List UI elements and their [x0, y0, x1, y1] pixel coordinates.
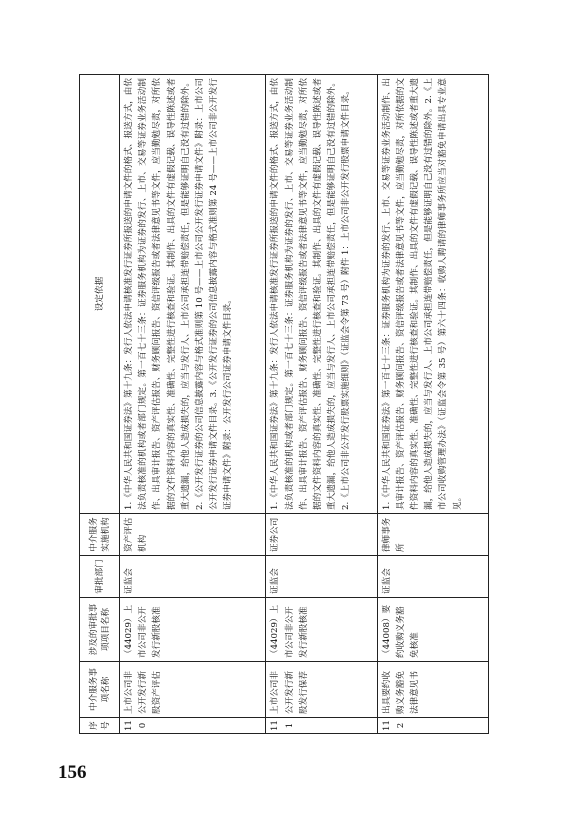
row-number: 111	[266, 718, 377, 734]
approval-item: （44029）上市公司非公开发行新股核准	[266, 598, 377, 662]
agency: 律师事务所	[377, 514, 488, 556]
service-name: 上市公司非公开发行新股资产评估	[120, 662, 266, 718]
approval-item: （44008）要约收购义务豁免核准	[377, 598, 488, 662]
legal-basis: 1.《中华人民共和国证券法》第一百七十三条：证券服务机构为证券的发行、上市、交易等证券业务活动制作、出具审计报告、资产评估报告、财务顾问报告、资信评级报告或者法律意见书等文件，应当勤勉尽责，对所依据的文件资料内容的真实性、准确性、完整性进行核查和验证。其制作、出具的文件有虚假记载、误导性陈述或者重大遗漏，给他人造成损失的，应当与发行人、上市公司承担连带赔偿责任，但是能够证明自己没有过错的除外。2.《上市公司收购管理办法》（证监会令第 35 号）第六十四条：收购人聘请的律师事务所应当对豁免申请出具专业意见。	[377, 75, 488, 514]
header-basis: 设定依据	[80, 75, 120, 514]
page-number: 156	[58, 762, 87, 783]
agency: 资产评估机构	[120, 514, 266, 556]
rotated-table-container	[79, 74, 489, 734]
header-agency: 中介服务实施机构	[80, 514, 120, 556]
approval-dept: 证监会	[377, 556, 488, 598]
intermediary-services-table	[79, 74, 489, 734]
service-name: 上市公司非公开发行新股发行保荐	[266, 662, 377, 718]
table-row	[377, 75, 488, 734]
header-approval-item: 涉及的审批事项项目名称	[80, 598, 120, 662]
row-number: 110	[120, 718, 266, 734]
header-service-name: 中介服务事项名称	[80, 662, 120, 718]
service-name: 出具要约收购义务豁免法律意见书	[377, 662, 488, 718]
row-number: 112	[377, 718, 488, 734]
table-header-row	[80, 75, 120, 734]
header-approval-dept: 审批部门	[80, 556, 120, 598]
legal-basis: 1.《中华人民共和国证券法》第十九条：发行人依法申请核准发行证券所报送的申请文件的格式、报送方式，由依法负责核准的机构或者部门规定。第一百七十三条：证券服务机构为证券的发行、上市、交易等证券业务活动制作、出具审计报告、资产评估报告、财务顾问报告、资信评级报告或者法律意见书等文件，应当勤勉尽责，对所依据的文件资料内容的真实性、准确性、完整性进行核查和验证。其制作、出具的文件有虚假记载、误导性陈述或者重大遗漏，给他人造成损失的，应当与发行人、上市公司承担连带赔偿责任，但是能够证明自己没有过错的除外。2.《上市公司非公开发行股票实施细则》（证监会令第 73 号）附件 1：上市公司非公开发行股票申请文件目录。	[266, 75, 377, 514]
legal-basis: 1.《中华人民共和国证券法》第十九条：发行人依法申请核准发行证券所报送的申请文件的格式、报送方式，由依法负责核准的机构或者部门规定。第一百七十三条：证券服务机构为证券的发行、上市、交易等证券业务活动制作、出具审计报告、资产评估报告、财务顾问报告、资信评级报告或者法律意见书等文件，应当勤勉尽责，对所依据的文件资料内容的真实性、准确性、完整性进行核查和验证。其制作、出具的文件有虚假记载、误导性陈述或者重大遗漏，给他人造成损失的，应当与发行人、上市公司承担连带赔偿责任，但是能够证明自己没有过错的除外。2.《公开发行证券的公司信息披露内容与格式准则第 10 号——上市公司公开发行证券申请文件》附录：上市公司公开发行证券申请文件目录。3.《公开发行证券的公司信息披露内容与格式准则第 24 号——上市公司非公开发行证券申请文件》附录：公开发行公司证券申请文件目录。	[120, 75, 266, 514]
approval-item: （44029）上市公司非公开发行新股核准	[120, 598, 266, 662]
approval-dept: 证监会	[120, 556, 266, 598]
header-no: 序号	[80, 718, 120, 734]
approval-dept: 证监会	[266, 556, 377, 598]
table-row	[266, 75, 377, 734]
table-row	[120, 75, 266, 734]
agency: 证券公司	[266, 514, 377, 556]
